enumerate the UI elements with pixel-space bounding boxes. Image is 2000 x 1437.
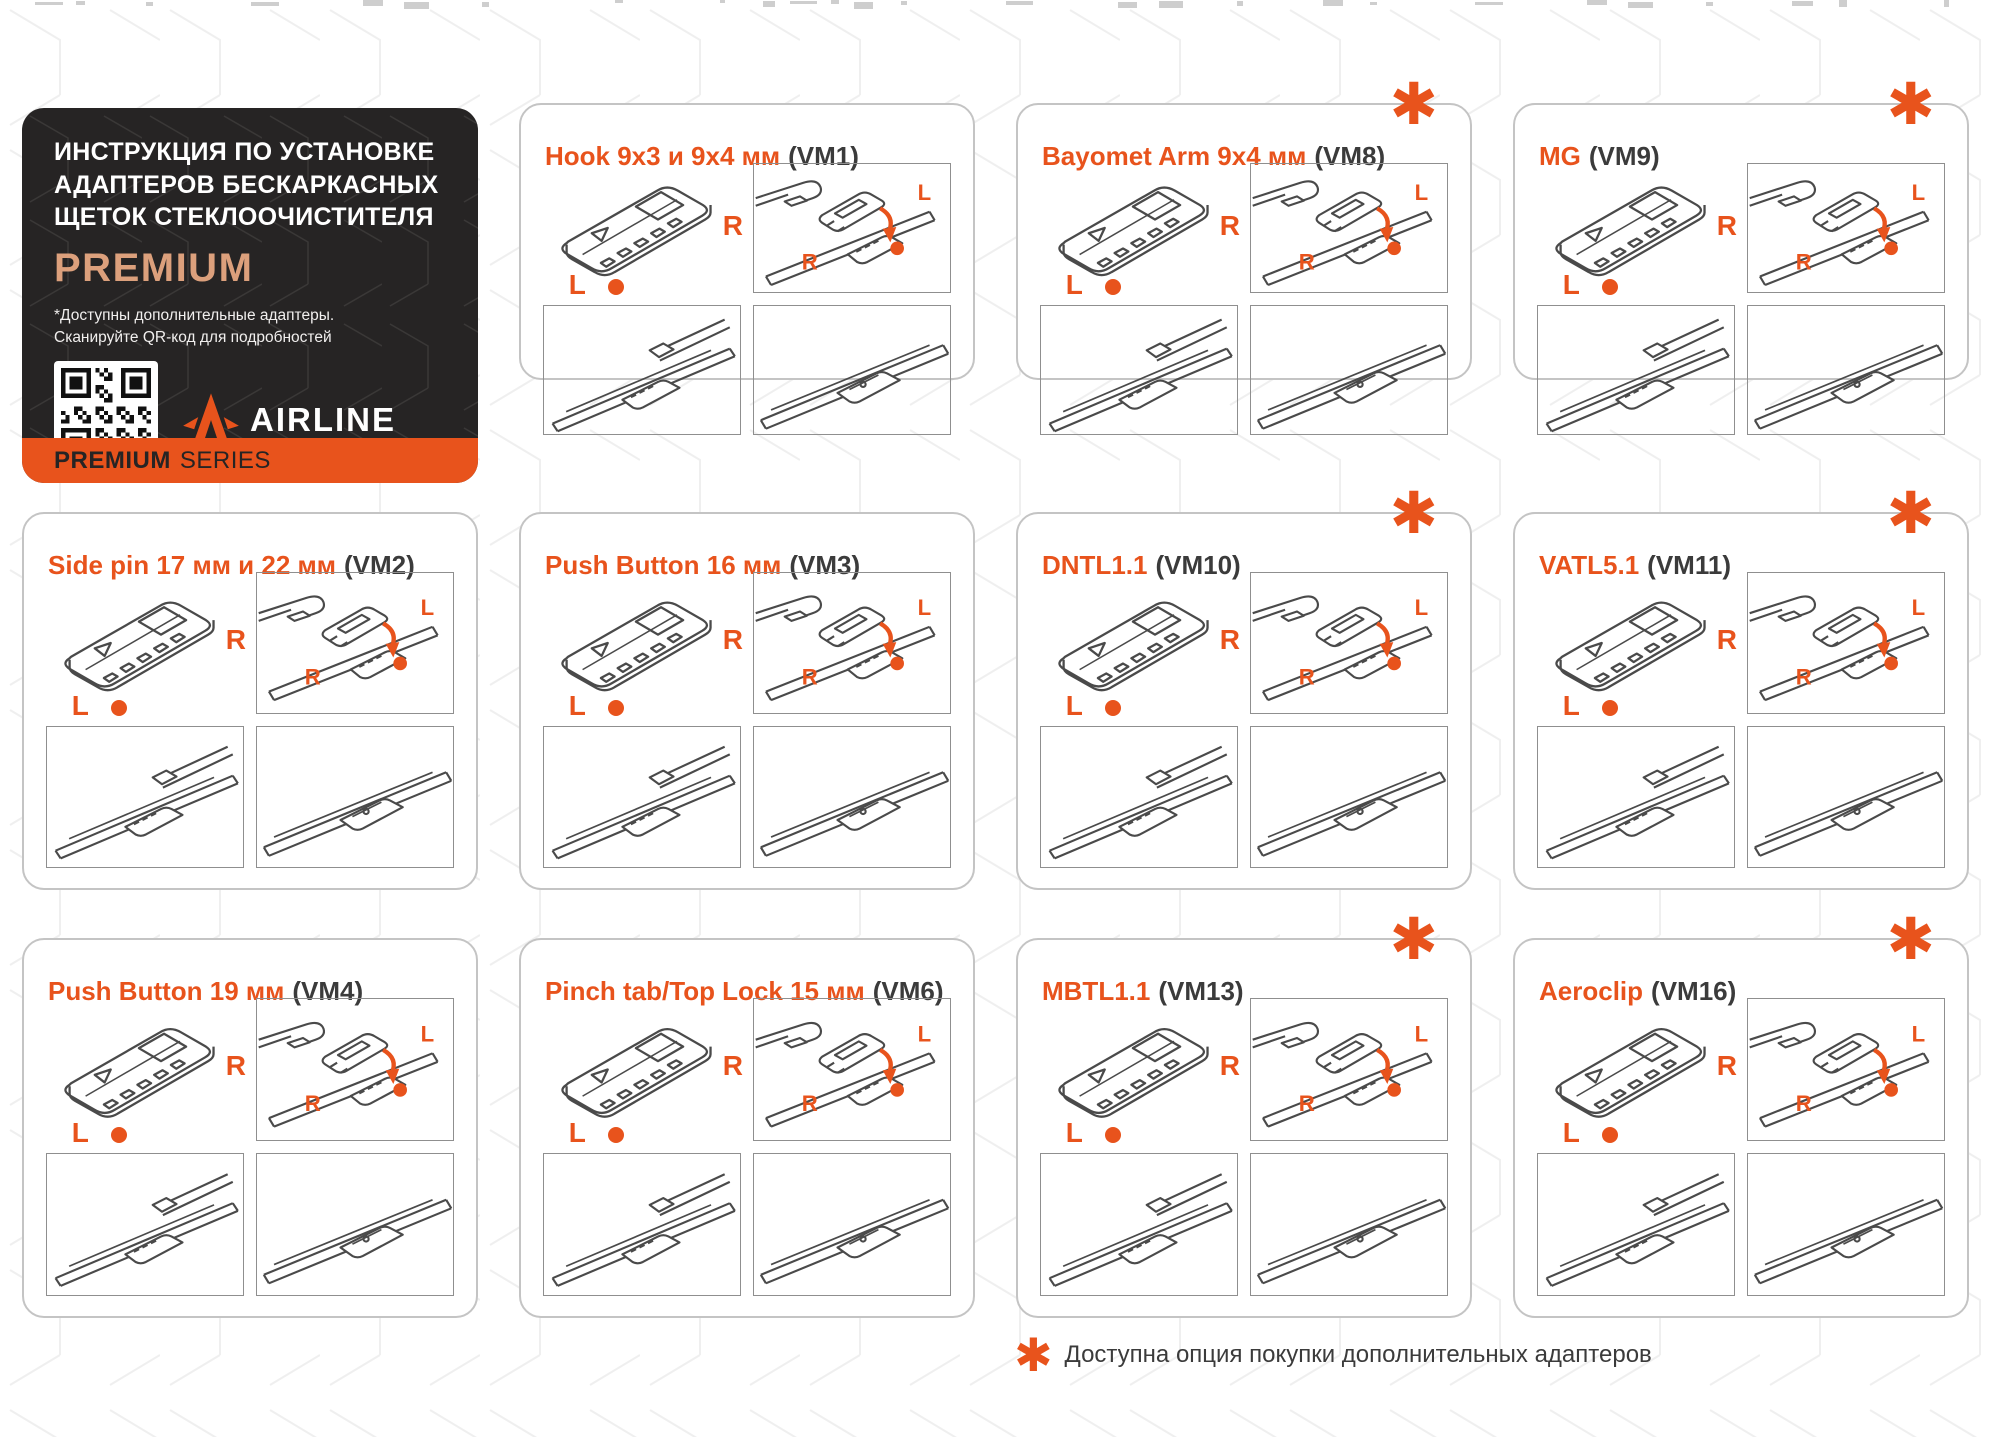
arm-step-line-art xyxy=(1538,306,1734,434)
extra-adapters-asterisk: ✱ xyxy=(1389,70,1438,138)
mounting-line-art xyxy=(1748,999,1944,1140)
adapter-mounting-illustration xyxy=(1747,572,1945,714)
premium-card xyxy=(22,108,478,483)
left-side-label: L xyxy=(568,690,586,721)
vm-code: (VM10) xyxy=(1155,549,1241,580)
card-note-line: *Доступны дополнительные адаптеры. xyxy=(54,306,335,324)
left-side-label: L xyxy=(1562,690,1580,721)
left-side-label: L xyxy=(1911,1021,1926,1047)
panel-vm6 xyxy=(519,938,975,1318)
adapter-overview-illustration xyxy=(46,998,246,1148)
assembled-illustration xyxy=(1250,726,1448,868)
assembled-line-art xyxy=(257,1154,453,1295)
panel-vm16 xyxy=(1513,905,1969,1318)
mounting-line-art xyxy=(1748,164,1944,292)
footnote xyxy=(1014,1328,1652,1382)
adapter-name: Push Button 16 мм xyxy=(545,549,782,580)
footnote-text: Доступна опция покупки дополнительных адаптеров xyxy=(1064,1341,1652,1368)
arm-step-line-art xyxy=(47,727,243,867)
right-side-label: R xyxy=(1795,664,1812,690)
extra-adapters-asterisk: ✱ xyxy=(1886,70,1935,138)
assembled-illustration xyxy=(256,726,454,868)
vm-code: (VM3) xyxy=(789,549,861,580)
adapter-mounting-illustration xyxy=(753,998,951,1141)
left-side-label: L xyxy=(568,268,586,300)
adapter-name: Hook 9x3 и 9x4 мм xyxy=(545,140,781,171)
right-side-label: R xyxy=(1716,210,1737,242)
adapter-overview-illustration xyxy=(1040,163,1240,300)
assembled-line-art xyxy=(1748,1154,1944,1295)
mounting-line-art xyxy=(1748,573,1944,713)
assembled-illustration xyxy=(1250,1153,1448,1296)
arm-connection-illustration xyxy=(46,726,244,868)
adapter-mounting-illustration xyxy=(753,572,951,714)
left-side-label: L xyxy=(917,179,932,205)
left-side-label: L xyxy=(1065,690,1083,721)
assembled-line-art xyxy=(1748,727,1944,867)
card-title-line: АДАПТЕРОВ БЕСКАРКАСНЫХ xyxy=(54,170,439,199)
airline-wordmark: AIRLINE xyxy=(250,401,396,439)
right-side-label: R xyxy=(1716,623,1737,655)
panel-vm3 xyxy=(519,512,975,890)
panel-vm9 xyxy=(1513,70,1969,380)
right-side-label: R xyxy=(304,1091,321,1117)
right-side-label: R xyxy=(304,664,321,690)
footnote-asterisk: ✱ xyxy=(1014,1328,1053,1382)
assembled-line-art xyxy=(754,306,950,434)
right-side-label: R xyxy=(1795,1091,1812,1117)
assembled-line-art xyxy=(1251,306,1447,434)
right-side-label: R xyxy=(1298,664,1315,690)
right-side-label: R xyxy=(801,249,818,275)
arm-connection-illustration xyxy=(543,726,741,868)
extra-adapters-asterisk: ✱ xyxy=(1389,479,1438,547)
vm-code: (VM11) xyxy=(1647,549,1731,580)
left-side-label: L xyxy=(917,594,932,620)
arm-connection-illustration xyxy=(1537,1153,1735,1296)
left-side-label: L xyxy=(71,690,89,721)
card-title-line: ЩЕТОК СТЕКЛООЧИСТИТЕЛЯ xyxy=(54,203,434,231)
right-side-label: R xyxy=(1298,1091,1315,1117)
card-title-line: ИНСТРУКЦИЯ ПО УСТАНОВКЕ xyxy=(54,138,435,166)
right-side-label: R xyxy=(1795,249,1812,275)
adapter-overview-illustration xyxy=(543,572,743,721)
mounting-line-art xyxy=(754,164,950,292)
left-side-label: L xyxy=(568,1117,586,1148)
mounting-line-art xyxy=(1251,999,1447,1140)
vm-code: (VM6) xyxy=(872,975,944,1006)
right-side-label: R xyxy=(1219,1050,1240,1082)
adapter-mounting-illustration xyxy=(1250,998,1448,1141)
right-side-label: R xyxy=(722,623,743,655)
assembled-illustration xyxy=(1747,1153,1945,1296)
arm-connection-illustration xyxy=(1537,305,1735,435)
arm-connection-illustration xyxy=(543,1153,741,1296)
mounting-line-art xyxy=(1251,164,1447,292)
left-side-label: L xyxy=(1065,268,1083,300)
adapter-mounting-illustration xyxy=(1747,998,1945,1141)
panel-vm13 xyxy=(1016,905,1472,1318)
arm-step-line-art xyxy=(1041,727,1237,867)
right-side-label: R xyxy=(1219,210,1240,242)
arm-connection-illustration xyxy=(1040,1153,1238,1296)
right-side-label: R xyxy=(225,1050,246,1082)
left-side-label: L xyxy=(1562,1117,1580,1148)
adapter-overview-illustration xyxy=(543,163,743,300)
left-side-label: L xyxy=(420,1021,435,1047)
vm-code: (VM4) xyxy=(292,975,364,1006)
cropped-top-edge xyxy=(0,0,2000,12)
mounting-line-art xyxy=(257,999,453,1140)
panel-vm1 xyxy=(519,103,975,380)
assembled-illustration xyxy=(753,726,951,868)
mounting-line-art xyxy=(754,999,950,1140)
assembled-line-art xyxy=(1251,1154,1447,1295)
adapter-mounting-illustration xyxy=(256,998,454,1141)
arm-connection-illustration xyxy=(1537,726,1735,868)
adapter-mounting-illustration xyxy=(256,572,454,714)
series-bold-label: PREMIUM xyxy=(54,446,171,474)
arm-connection-illustration xyxy=(1040,305,1238,435)
assembled-illustration xyxy=(1747,726,1945,868)
adapter-overview-illustration xyxy=(1040,998,1240,1148)
adapter-name: MBTL1.1 xyxy=(1042,975,1151,1006)
series-regular-label: SERIES xyxy=(179,446,271,474)
left-side-label: L xyxy=(1414,594,1429,620)
right-side-label: R xyxy=(225,623,246,655)
vm-code: (VM1) xyxy=(788,140,859,171)
adapter-mounting-illustration xyxy=(1250,572,1448,714)
arm-step-line-art xyxy=(1538,727,1734,867)
assembled-illustration xyxy=(753,305,951,435)
right-side-label: R xyxy=(722,1050,743,1082)
assembled-line-art xyxy=(257,727,453,867)
adapter-name: DNTL1.1 xyxy=(1042,549,1148,580)
vm-code: (VM2) xyxy=(344,549,415,580)
panel-vm11 xyxy=(1513,479,1969,890)
card-note-line: Сканируйте QR-код для подробностей xyxy=(54,328,332,346)
adapter-name: Push Button 19 мм xyxy=(48,975,285,1006)
arm-connection-illustration xyxy=(46,1153,244,1296)
assembled-illustration xyxy=(753,1153,951,1296)
arm-connection-illustration xyxy=(543,305,741,435)
panel-vm8 xyxy=(1016,70,1472,380)
right-side-label: R xyxy=(1219,623,1240,655)
assembled-line-art xyxy=(754,1154,950,1295)
adapter-overview-illustration xyxy=(1537,163,1737,300)
premium-label: PREMIUM xyxy=(54,245,254,290)
right-side-label: R xyxy=(801,664,818,690)
vm-code: (VM9) xyxy=(1588,140,1660,171)
mounting-line-art xyxy=(1251,573,1447,713)
adapter-overview-illustration xyxy=(543,998,743,1148)
right-side-label: R xyxy=(1716,1050,1737,1082)
arm-step-line-art xyxy=(47,1154,243,1295)
adapter-name: MG xyxy=(1539,140,1581,171)
assembled-illustration xyxy=(1250,305,1448,435)
arm-step-line-art xyxy=(1538,1154,1734,1295)
assembled-line-art xyxy=(1251,727,1447,867)
adapter-overview-illustration xyxy=(1040,572,1240,721)
adapter-name: Side pin 17 мм и 22 мм xyxy=(48,549,336,580)
adapter-name: VATL5.1 xyxy=(1539,549,1640,580)
adapter-name: Aeroclip xyxy=(1539,975,1644,1006)
card-note xyxy=(54,305,446,350)
right-side-label: R xyxy=(722,210,743,242)
left-side-label: L xyxy=(1414,1021,1429,1047)
adapter-mounting-illustration xyxy=(1250,163,1448,293)
left-side-label: L xyxy=(71,1117,89,1148)
left-side-label: L xyxy=(1562,268,1580,300)
vm-code: (VM13) xyxy=(1158,975,1244,1006)
mounting-line-art xyxy=(754,573,950,713)
adapter-name: Bayomet Arm 9x4 мм xyxy=(1042,140,1307,171)
arm-step-line-art xyxy=(1041,306,1237,434)
adapter-overview-illustration xyxy=(1537,572,1737,721)
left-side-label: L xyxy=(917,1021,932,1047)
assembled-illustration xyxy=(256,1153,454,1296)
adapter-name: Pinch tab/Top Lock 15 мм xyxy=(545,975,865,1006)
adapter-overview-illustration xyxy=(1537,998,1737,1148)
right-side-label: R xyxy=(1298,249,1315,275)
left-side-label: L xyxy=(1414,179,1429,205)
extra-adapters-asterisk: ✱ xyxy=(1886,479,1935,547)
left-side-label: L xyxy=(1911,179,1926,205)
panel-vm2 xyxy=(22,512,478,890)
panel-vm4 xyxy=(22,938,478,1318)
arm-step-line-art xyxy=(544,1154,740,1295)
assembled-line-art xyxy=(1748,306,1944,434)
arm-step-line-art xyxy=(1041,1154,1237,1295)
panel-vm10 xyxy=(1016,479,1472,890)
adapter-mounting-illustration xyxy=(753,163,951,293)
mounting-line-art xyxy=(257,573,453,713)
adapter-overview-illustration xyxy=(46,572,246,721)
left-side-label: L xyxy=(1065,1117,1083,1148)
vm-code: (VM16) xyxy=(1651,975,1737,1006)
assembled-illustration xyxy=(1747,305,1945,435)
premium-series-bar xyxy=(22,438,478,483)
arm-step-line-art xyxy=(544,306,740,434)
extra-adapters-asterisk: ✱ xyxy=(1389,905,1438,973)
adapter-mounting-illustration xyxy=(1747,163,1945,293)
left-side-label: L xyxy=(420,594,435,620)
card-title xyxy=(54,136,446,234)
vm-code: (VM8) xyxy=(1314,140,1386,171)
arm-connection-illustration xyxy=(1040,726,1238,868)
assembled-line-art xyxy=(754,727,950,867)
arm-step-line-art xyxy=(544,727,740,867)
extra-adapters-asterisk: ✱ xyxy=(1886,905,1935,973)
right-side-label: R xyxy=(801,1091,818,1117)
left-side-label: L xyxy=(1911,594,1926,620)
